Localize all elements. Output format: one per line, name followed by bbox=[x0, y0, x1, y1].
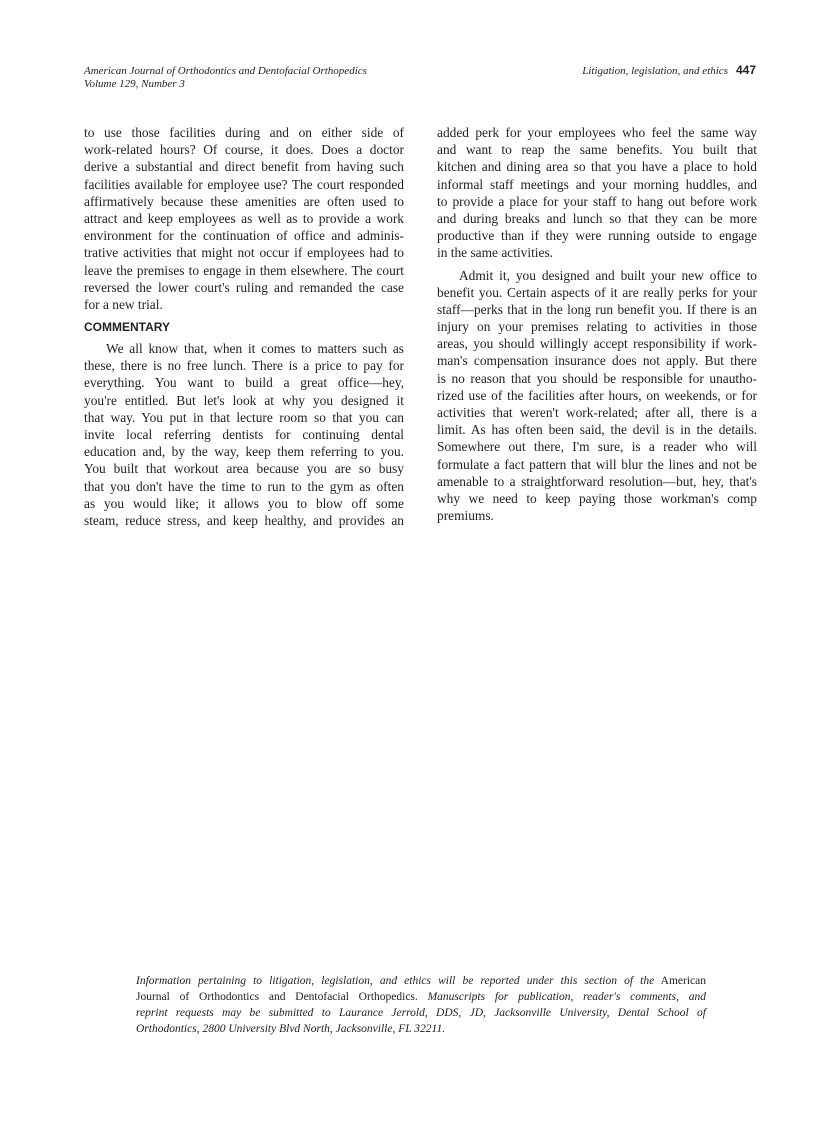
text-line: We all know that, when it comes to matters such as bbox=[106, 341, 404, 357]
text-line: staff—perks that in the long run benefit you. If there is an bbox=[437, 301, 757, 317]
text-line: environment for the continuation of office and adminis- bbox=[84, 228, 404, 244]
paragraph bbox=[84, 340, 404, 529]
text-line: is no reason that you should be responsible for unautho- bbox=[437, 370, 757, 386]
text-line: Somewhere out there, I'm sure, is a reader who will bbox=[437, 439, 757, 455]
text-line: man's compensation insurance does not apply. But there bbox=[437, 353, 757, 369]
left-column bbox=[84, 124, 404, 529]
text-line: trative activities that might not occur if employees had to bbox=[84, 245, 404, 261]
footnote-text: Manuscripts for publication, reader's comments, and bbox=[417, 991, 706, 1003]
footnote-text: American bbox=[654, 975, 706, 987]
volume-info: Volume 129, Number 3 bbox=[84, 78, 185, 90]
text-line: education and, by the way, keep them referring to you. bbox=[84, 444, 404, 460]
text-line: these, there is no free lunch. There is a price to pay for bbox=[84, 358, 404, 374]
text-line: Admit it, you designed and built your new office to bbox=[459, 267, 757, 283]
footnote-text: Journal of Orthodontics and Dentofacial Orthopedics. bbox=[136, 991, 418, 1003]
text-line: you're entitled. But let's look at why you designed it bbox=[84, 392, 404, 408]
text-line: benefit you. Certain aspects of it are really perks for your bbox=[437, 284, 757, 300]
text-line: areas, you should willingly accept responsibility if work- bbox=[437, 336, 757, 352]
page-number: 447 bbox=[735, 63, 756, 77]
text-line: work-related hours? Of course, it does. Does a doctor bbox=[84, 142, 404, 158]
paragraph bbox=[437, 124, 757, 262]
text-line: limit. As has often been said, the devil is in the details. bbox=[437, 422, 757, 438]
text-line: derive a substantial and direct benefit from having such bbox=[84, 159, 404, 175]
footnote-text: Information pertaining to litigation, legislation, and ethics will be reported under this section of the bbox=[136, 975, 655, 987]
text-line: kitchen and dining area so that you have a place to hold bbox=[437, 159, 757, 175]
text-line: formulate a fact pattern that will blur the lines and not be bbox=[437, 456, 757, 472]
paragraph bbox=[437, 267, 757, 525]
text-line: informal staff meetings and your morning huddles, and bbox=[437, 176, 757, 192]
running-header-left bbox=[84, 65, 367, 91]
text-line: that you don't have the time to run to the gym as often bbox=[84, 478, 404, 494]
text-line: attract and keep employees as well as to provide a work bbox=[84, 210, 404, 226]
paragraph bbox=[84, 124, 404, 313]
text-line: for a new trial. bbox=[84, 296, 163, 312]
text-line: added perk for your employees who feel the same way bbox=[437, 125, 757, 140]
text-line: leave the premises to engage in them elsewhere. The court bbox=[84, 262, 404, 278]
section-heading: COMMENTARY bbox=[84, 320, 170, 335]
text-line: in the same activities. bbox=[437, 245, 554, 261]
text-line: steam, reduce stress, and keep healthy, and provides an bbox=[84, 512, 404, 528]
journal-title: American Journal of Orthodontics and Dentofacial Orthopedics bbox=[84, 65, 367, 77]
section-title: Litigation, legislation, and ethics bbox=[582, 65, 728, 77]
text-line: everything. You want to build a great office—hey, bbox=[84, 375, 404, 391]
text-line: premiums. bbox=[437, 508, 494, 524]
right-column bbox=[437, 124, 757, 524]
footnote-text: Orthodontics, 2800 University Blvd North, Jacksonville, FL 32211. bbox=[136, 1023, 446, 1035]
text-line: You built that workout area because you are so busy bbox=[84, 461, 404, 477]
footnote bbox=[136, 973, 706, 1037]
text-line: invite local referring dentists for continuing dental bbox=[84, 427, 404, 442]
text-line: that way. You put in that lecture room so that you can bbox=[84, 409, 404, 425]
text-line: reversed the lower court's ruling and remanded the case bbox=[84, 279, 404, 295]
text-line: rized use of the facilities after hours, on weekends, or for bbox=[437, 387, 757, 403]
text-line: affirmatively because these amenities are often used to bbox=[84, 193, 404, 209]
text-line: injury on your premises relating to activities in those bbox=[437, 319, 757, 335]
text-line: why we need to keep paying those workman's comp bbox=[437, 490, 757, 506]
running-header-right bbox=[582, 64, 756, 78]
text-line: facilities available for employee use? The court responded bbox=[84, 176, 404, 192]
text-line: productive than if they were running outside to engage bbox=[437, 228, 757, 244]
text-line: as you would like; it allows you to blow off some bbox=[84, 495, 404, 511]
text-line: to use those facilities during and on either side of bbox=[84, 125, 404, 140]
text-line: and during breaks and lunch so that they can be more bbox=[437, 210, 757, 226]
text-line: amenable to a straightforward resolution—but, hey, that's bbox=[437, 473, 757, 489]
text-line: and want to reap the same benefits. You built that bbox=[437, 142, 757, 158]
text-line: activities that weren't work-related; after all, there is a bbox=[437, 405, 757, 420]
footnote-text: reprint requests may be submitted to Laurance Jerrold, DDS, JD, Jacksonville University, Dental School of bbox=[136, 1007, 706, 1019]
text-line: to provide a place for your staff to hang out before work bbox=[437, 193, 757, 209]
